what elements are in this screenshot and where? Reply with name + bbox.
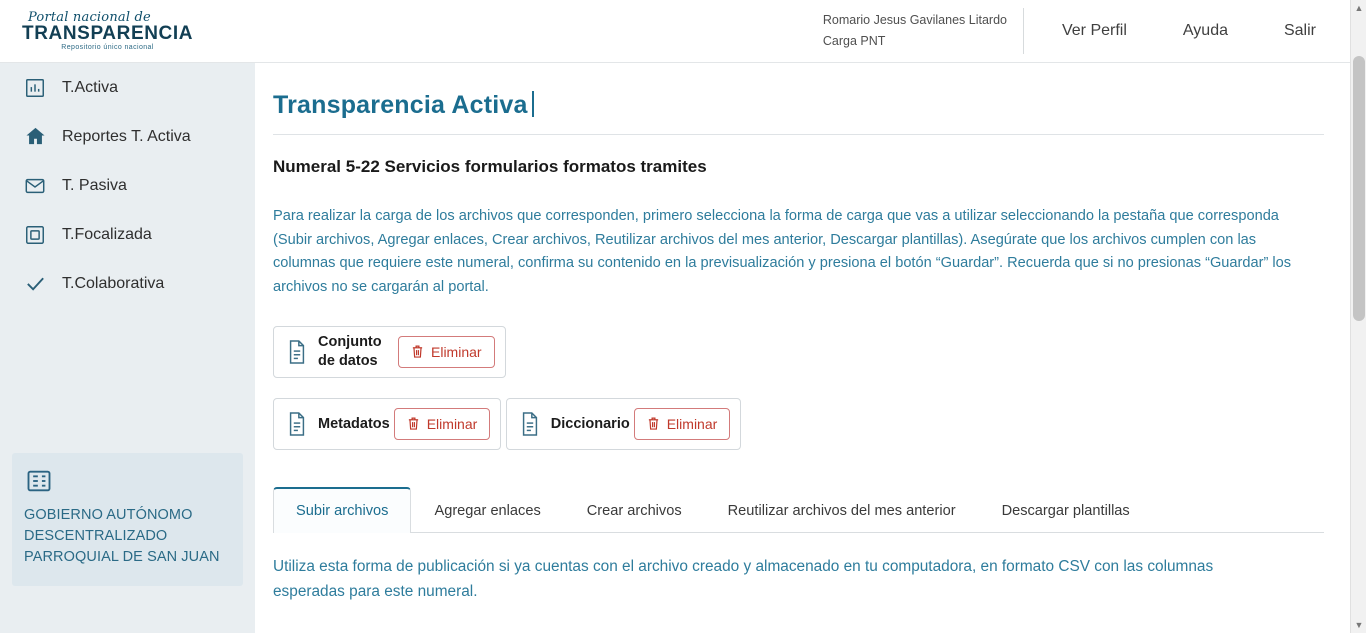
mail-icon — [22, 173, 48, 199]
intro-paragraph: Para realizar la carga de los archivos que corresponden, primero selecciona la forma de carga que vas a utilizar seleccionando la pestaña que corresponda (Subir archivos, Agregar enlaces, Crear archivos, Reutilizar archivos del mes anterior, Descargar plantillas). Asegúrate que los archivos cumplen con las columnas que requiere este numeral, confirma su contenido en la previsualización y presiona el botón “Guardar”. Recuerda que si no presionas “Guardar” los archivos no se cargarán al portal. — [273, 208, 1292, 295]
user-role: Carga PNT — [822, 34, 886, 48]
trash-icon — [411, 344, 424, 359]
file-name: Conjunto de datos — [318, 334, 382, 369]
delete-metadatos-button[interactable] — [394, 408, 491, 440]
tab-crear-archivos[interactable]: Crear archivos — [586, 502, 682, 519]
delete-button-label: Eliminar — [426, 415, 478, 432]
sidebar-item-label: T.Colaborativa — [62, 274, 165, 292]
numeral-heading: Numeral 5-22 Servicios formularios formatos tramites — [273, 157, 707, 176]
sidebar-item-reportes-t-activa[interactable] — [0, 112, 255, 161]
header-link-ver-perfil[interactable]: Ver Perfil — [1061, 22, 1127, 39]
scroll-down-arrow[interactable]: ▼ — [1354, 620, 1364, 630]
copy-icon — [22, 222, 48, 248]
brand-script-text: Portal nacional de — [28, 9, 151, 25]
sidebar-item-t-activa[interactable] — [0, 63, 255, 112]
file-name: Metadatos — [318, 415, 390, 432]
check-icon — [22, 271, 48, 297]
scrollbar-thumb[interactable] — [1353, 56, 1365, 321]
header-link-ayuda[interactable]: Ayuda — [1182, 22, 1228, 39]
scroll-up-arrow[interactable]: ▲ — [1354, 3, 1364, 13]
file-name: Diccionario — [550, 415, 630, 432]
delete-button-label: Eliminar — [666, 415, 718, 432]
sidebar-item-t-colaborativa[interactable] — [0, 259, 255, 308]
sidebar-item-label: Reportes T. Activa — [62, 127, 191, 145]
title-cursor — [532, 91, 534, 117]
tab-panel-description: Utiliza esta forma de publicación si ya cuentas con el archivo creado y almacenado en tu computadora, en formato CSV con las columnas esperadas para este numeral. — [273, 557, 1214, 600]
organization-name: GOBIERNO AUTÓNOMO DESCENTRALIZADO PARROQUIAL DE SAN JUAN — [24, 507, 220, 566]
sidebar-item-label: T. Pasiva — [62, 176, 127, 194]
page-title — [273, 91, 1308, 120]
brand-sub-text: Repositorio único nacional — [61, 44, 154, 52]
document-icon — [286, 411, 308, 437]
page-title-text: Transparencia Activa — [273, 91, 528, 119]
brand-main-text: TRANSPARENCIA — [22, 23, 194, 45]
file-chip-metadatos — [273, 398, 501, 450]
sidebar-item-t-pasiva[interactable] — [0, 161, 255, 210]
trash-icon — [407, 416, 420, 431]
header-right-area — [255, 0, 1350, 63]
tab-reutilizar-archivos-mes-anterior[interactable]: Reutilizar archivos del mes anterior — [727, 502, 956, 519]
document-icon — [519, 411, 541, 437]
upload-tabs — [273, 486, 1324, 533]
delete-conjunto-de-datos-button[interactable] — [398, 336, 495, 368]
brand-logo[interactable] — [0, 0, 255, 63]
file-chip-diccionario — [506, 398, 742, 450]
building-icon — [24, 467, 54, 495]
tab-agregar-enlaces[interactable]: Agregar enlaces — [434, 502, 541, 519]
sidebar-item-label: T.Focalizada — [62, 225, 152, 243]
app-header — [0, 0, 1350, 63]
user-name: Romario Jesus Gavilanes Litardo — [822, 12, 1007, 27]
sidebar-item-label: T.Activa — [62, 78, 119, 96]
main-content — [255, 63, 1350, 633]
document-icon — [286, 339, 308, 365]
user-info — [823, 8, 1024, 54]
tab-subir-archivos[interactable]: Subir archivos — [273, 487, 411, 533]
sidebar — [0, 63, 255, 633]
file-chip-conjunto-de-datos — [273, 326, 506, 378]
trash-icon — [647, 416, 660, 431]
organization-card — [12, 453, 243, 586]
home-icon — [22, 124, 48, 150]
sidebar-item-t-focalizada[interactable] — [0, 210, 255, 259]
delete-diccionario-button[interactable] — [634, 408, 731, 440]
delete-button-label: Eliminar — [431, 343, 482, 360]
chart-bars-icon — [22, 75, 48, 101]
tab-descargar-plantillas[interactable]: Descargar plantillas — [1001, 502, 1130, 519]
title-divider — [273, 134, 1324, 135]
page-scrollbar[interactable] — [1350, 0, 1366, 633]
file-list — [273, 326, 1308, 470]
header-link-salir[interactable]: Salir — [1283, 22, 1316, 39]
